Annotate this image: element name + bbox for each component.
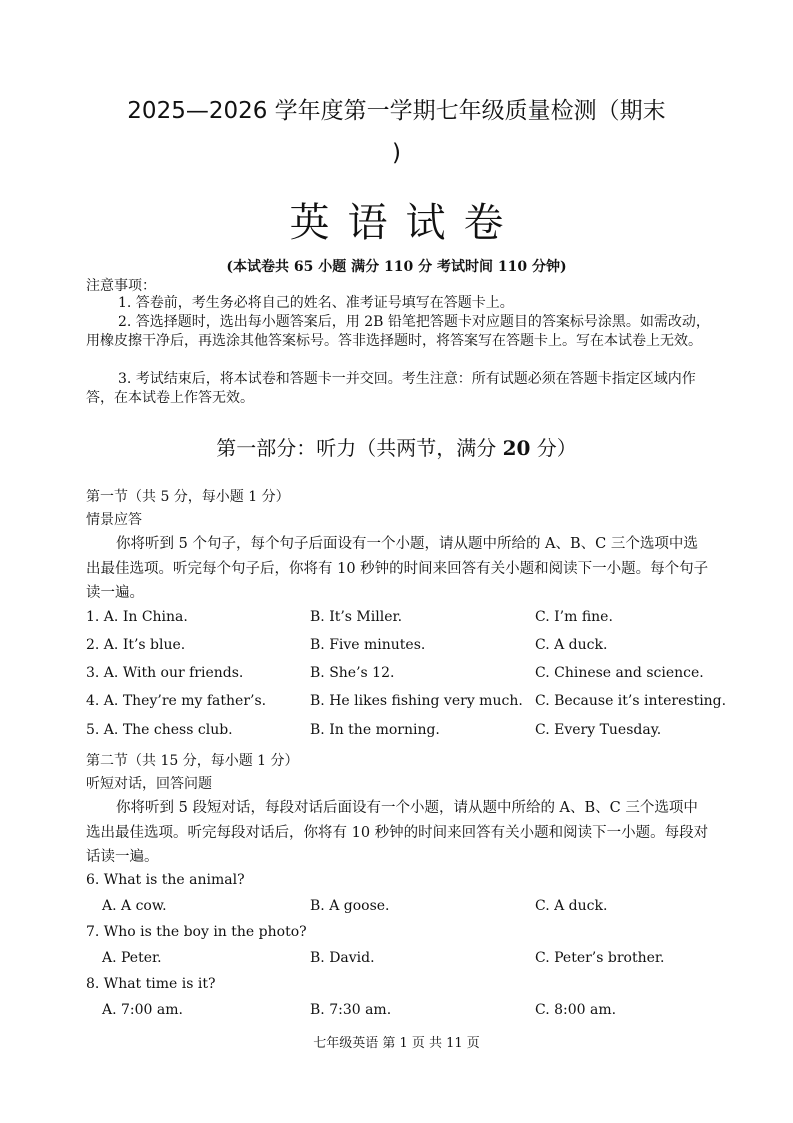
question-row [0, 693, 793, 713]
option-c: C. A duck. [535, 637, 608, 653]
option-c: C. 8:00 am. [535, 1002, 617, 1018]
section2-subheading: 听短对话，回答问题 [86, 776, 212, 792]
option-c: C. Peter’s brother. [535, 950, 665, 966]
exam-title-continuation: ) [392, 140, 401, 166]
option-a: A. 7:00 am. [102, 1002, 183, 1018]
option-a: 5. A. The chess club. [86, 722, 233, 738]
question-stem: 6. What is the animal? [86, 872, 245, 888]
section1-heading: 第一节（共 5 分，每小题 1 分） [86, 489, 290, 505]
option-c: C. Every Tuesday. [535, 722, 662, 738]
page-footer: 七年级英语 第 1 页 共 11 页 [313, 1036, 480, 1051]
question-row [0, 609, 793, 629]
option-b: B. In the morning. [310, 722, 440, 738]
exam-title: 2025—2026 学年度第一学期七年级质量检测（期末 [127, 98, 666, 124]
option-a: A. A cow. [102, 898, 167, 914]
option-b: B. David. [310, 950, 375, 966]
option-c: C. Chinese and science. [535, 665, 704, 681]
question-row [0, 722, 793, 742]
part1-score: 20 [502, 436, 531, 460]
exam-info: (本试卷共 65 小题 满分 110 分 考试时间 110 分钟) [226, 259, 567, 275]
part1-title-suffix: 分） [530, 436, 577, 460]
question-row [0, 898, 793, 918]
question-row [0, 950, 793, 970]
option-c: C. I’m fine. [535, 609, 613, 625]
option-a: 1. A. In China. [86, 609, 188, 625]
section2-heading: 第二节（共 15 分，每小题 1 分） [86, 753, 299, 769]
option-b: B. A goose. [310, 898, 390, 914]
question-stem: 7. Who is the boy in the photo? [86, 924, 307, 940]
section1-instruction: 你将听到 5 个句子，每个句子后面设有一个小题，请从题中所给的 A、B、C 三个选项中选出最佳选项。听完每个句子后，你将有 10 秒钟的时间来回答有关小题和阅读下一小题。每个句子读一遍。 [86, 536, 709, 601]
part1-title [0, 432, 793, 461]
option-b: B. It’s Miller. [310, 609, 403, 625]
section1-subheading: 情景应答 [86, 512, 142, 528]
option-a: 3. A. With our friends. [86, 665, 244, 681]
note-3: 3. 考试结束后，将本试卷和答题卡一并交回。考生注意：所有试题必须在答题卡指定区域内作答，在本试卷上作答无效。 [86, 371, 696, 406]
option-a: 2. A. It’s blue. [86, 637, 186, 653]
subject-title: 英语试卷 [289, 200, 522, 246]
note-1: 1. 答卷前，考生务必将自己的姓名、准考证号填写在答题卡上。 [118, 295, 514, 311]
option-b: B. He likes fishing very much. [310, 693, 523, 709]
note-2: 2. 答选择题时，选出每小题答案后，用 2B 铅笔把答题卡对应题目的答案标号涂黑。如需改动，用橡皮擦干净后，再选涂其他答案标号。答非选择题时，将答案写在答题卡上。写在本试卷上无效。 [86, 314, 710, 349]
option-b: B. She’s 12. [310, 665, 395, 681]
option-a: A. Peter. [102, 950, 162, 966]
option-c: C. Because it’s interesting. [535, 693, 727, 709]
option-b: B. Five minutes. [310, 637, 426, 653]
question-row [0, 665, 793, 685]
question-row [0, 1002, 793, 1022]
option-c: C. A duck. [535, 898, 608, 914]
section2-instruction: 你将听到 5 段短对话，每段对话后面设有一个小题，请从题中所给的 A、B、C 三个选项中选出最佳选项。听完每段对话后，你将有 10 秒钟的时间来回答有关小题和阅读下一小题。每段对话读一遍。 [86, 800, 709, 865]
option-b: B. 7:30 am. [310, 1002, 392, 1018]
question-stem: 8. What time is it? [86, 976, 216, 992]
option-a: 4. A. They’re my father’s. [86, 693, 267, 709]
part1-title-prefix: 第一部分：听力（共两节，满分 [216, 436, 503, 460]
question-row [0, 637, 793, 657]
notes-title: 注意事项： [86, 278, 156, 294]
